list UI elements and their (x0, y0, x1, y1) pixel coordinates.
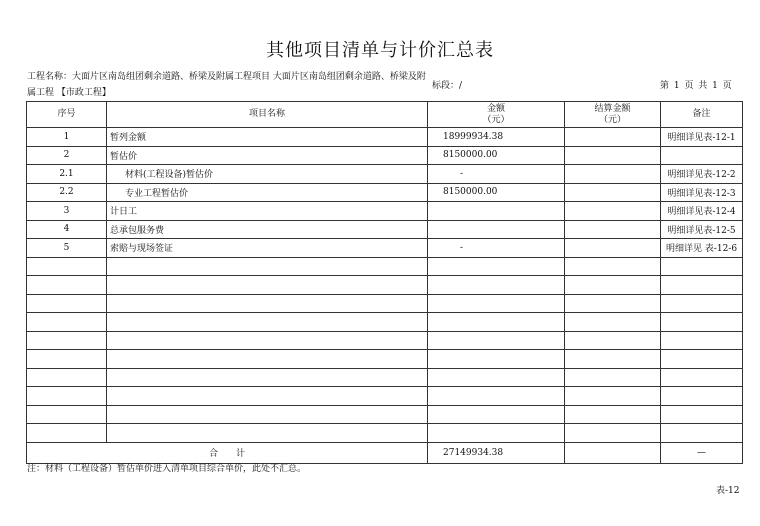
row-seq: 2.2 (27, 183, 107, 202)
row-remark: 明细详见表-12-3 (661, 183, 743, 202)
empty-cell (565, 331, 661, 350)
empty-cell (27, 368, 107, 387)
row-name: 索赔与现场签证 (107, 239, 428, 258)
empty-row (27, 313, 743, 332)
row-amount (428, 202, 565, 221)
project-label: 工程名称： (27, 72, 73, 82)
row-amount: - (428, 239, 565, 258)
empty-cell (661, 368, 743, 387)
empty-cell (661, 313, 743, 332)
empty-cell (661, 276, 743, 295)
empty-cell (107, 424, 428, 443)
col-amount-header (428, 102, 565, 128)
empty-cell (27, 257, 107, 276)
total-settle (565, 442, 661, 463)
empty-cell (428, 331, 565, 350)
row-name: 总承包服务费 (107, 220, 428, 239)
empty-row (27, 424, 743, 443)
empty-cell (107, 257, 428, 276)
row-seq: 4 (27, 220, 107, 239)
col-settle-line1: 结算金额 (594, 103, 631, 114)
row-remark (661, 146, 743, 165)
empty-cell (27, 387, 107, 406)
page-title: 其他项目清单与计价汇总表 (266, 40, 494, 61)
empty-cell (428, 294, 565, 313)
row-name: 专业工程暂估价 (107, 183, 428, 202)
empty-cell (107, 313, 428, 332)
empty-cell (107, 387, 428, 406)
empty-cell (107, 331, 428, 350)
table-row (27, 183, 743, 202)
row-settle (565, 128, 661, 147)
empty-cell (565, 368, 661, 387)
total-amount: 27149934.38 (428, 442, 565, 463)
summary-table (26, 101, 743, 464)
page-info: 第 1 页 共 1 页 (660, 81, 732, 91)
empty-cell (107, 405, 428, 424)
empty-row (27, 257, 743, 276)
row-amount: - (428, 165, 565, 184)
empty-cell (107, 276, 428, 295)
empty-cell (428, 368, 565, 387)
empty-cell (565, 276, 661, 295)
row-seq: 5 (27, 239, 107, 258)
footnote: 注：材料（工程设备）暂估单价进入清单项目综合单价，此处不汇总。 (27, 464, 307, 474)
row-amount: 8150000.00 (428, 183, 565, 202)
row-seq: 2 (27, 146, 107, 165)
row-settle (565, 202, 661, 221)
empty-cell (428, 424, 565, 443)
empty-cell (661, 424, 743, 443)
col-amount-line2: （元） (482, 114, 510, 125)
row-name: 计日工 (107, 202, 428, 221)
empty-cell (428, 387, 565, 406)
table-header-row (27, 102, 743, 128)
table-row (27, 165, 743, 184)
empty-cell (27, 313, 107, 332)
empty-cell (27, 294, 107, 313)
section-info: 标段：/ (432, 81, 463, 91)
table-row (27, 146, 743, 165)
total-row (27, 442, 743, 463)
row-remark: 明细详见 表-12-6 (661, 239, 743, 258)
empty-cell (565, 424, 661, 443)
col-settle-header (565, 102, 661, 128)
empty-cell (428, 313, 565, 332)
empty-cell (661, 257, 743, 276)
row-settle (565, 239, 661, 258)
empty-cell (565, 313, 661, 332)
row-name: 暂估价 (107, 146, 428, 165)
empty-row (27, 350, 743, 369)
empty-cell (661, 387, 743, 406)
empty-cell (661, 294, 743, 313)
row-amount: 18999934.38 (428, 128, 565, 147)
row-remark: 明细详见表-12-2 (661, 165, 743, 184)
col-settle-line2: （元） (598, 114, 626, 125)
empty-row (27, 368, 743, 387)
empty-cell (565, 387, 661, 406)
empty-cell (27, 331, 107, 350)
empty-cell (565, 257, 661, 276)
row-settle (565, 146, 661, 165)
empty-cell (565, 350, 661, 369)
row-settle (565, 183, 661, 202)
empty-cell (27, 350, 107, 369)
row-remark: 明细详见表-12-1 (661, 128, 743, 147)
row-seq: 1 (27, 128, 107, 147)
col-remark-header: 备注 (661, 102, 743, 128)
empty-cell (428, 405, 565, 424)
table-row (27, 128, 743, 147)
table-row (27, 202, 743, 221)
empty-cell (661, 331, 743, 350)
empty-cell (661, 350, 743, 369)
row-name: 材料(工程设备)暂估价 (107, 165, 428, 184)
col-amount-line1: 金额 (486, 103, 505, 114)
project-name: 大面片区南岛组团剩余道路、桥梁及附属工程项目 大面片区南岛组团剩余道路、桥梁及附属工程 【市政工程】 (27, 72, 426, 98)
row-remark: 明细详见表-12-4 (661, 202, 743, 221)
empty-cell (27, 405, 107, 424)
total-remark: — (661, 442, 743, 463)
col-seq-header: 序号 (27, 102, 107, 128)
empty-cell (107, 350, 428, 369)
total-label: 合 计 (27, 442, 428, 463)
empty-cell (107, 294, 428, 313)
empty-row (27, 387, 743, 406)
empty-cell (428, 257, 565, 276)
row-seq: 2.1 (27, 165, 107, 184)
empty-cell (428, 350, 565, 369)
empty-row (27, 405, 743, 424)
empty-cell (27, 424, 107, 443)
empty-cell (107, 368, 428, 387)
empty-cell (661, 405, 743, 424)
row-remark: 明细详见表-12-5 (661, 220, 743, 239)
empty-cell (565, 294, 661, 313)
row-name: 暂列金额 (107, 128, 428, 147)
row-amount (428, 220, 565, 239)
empty-row (27, 294, 743, 313)
row-settle (565, 220, 661, 239)
empty-cell (565, 405, 661, 424)
col-name-header: 项目名称 (107, 102, 428, 128)
project-info (27, 69, 427, 101)
row-settle (565, 165, 661, 184)
empty-cell (428, 276, 565, 295)
empty-row (27, 276, 743, 295)
row-seq: 3 (27, 202, 107, 221)
form-code: 表-12 (716, 486, 740, 496)
row-amount: 8150000.00 (428, 146, 565, 165)
table-row (27, 239, 743, 258)
empty-cell (27, 276, 107, 295)
table-row (27, 220, 743, 239)
empty-row (27, 331, 743, 350)
